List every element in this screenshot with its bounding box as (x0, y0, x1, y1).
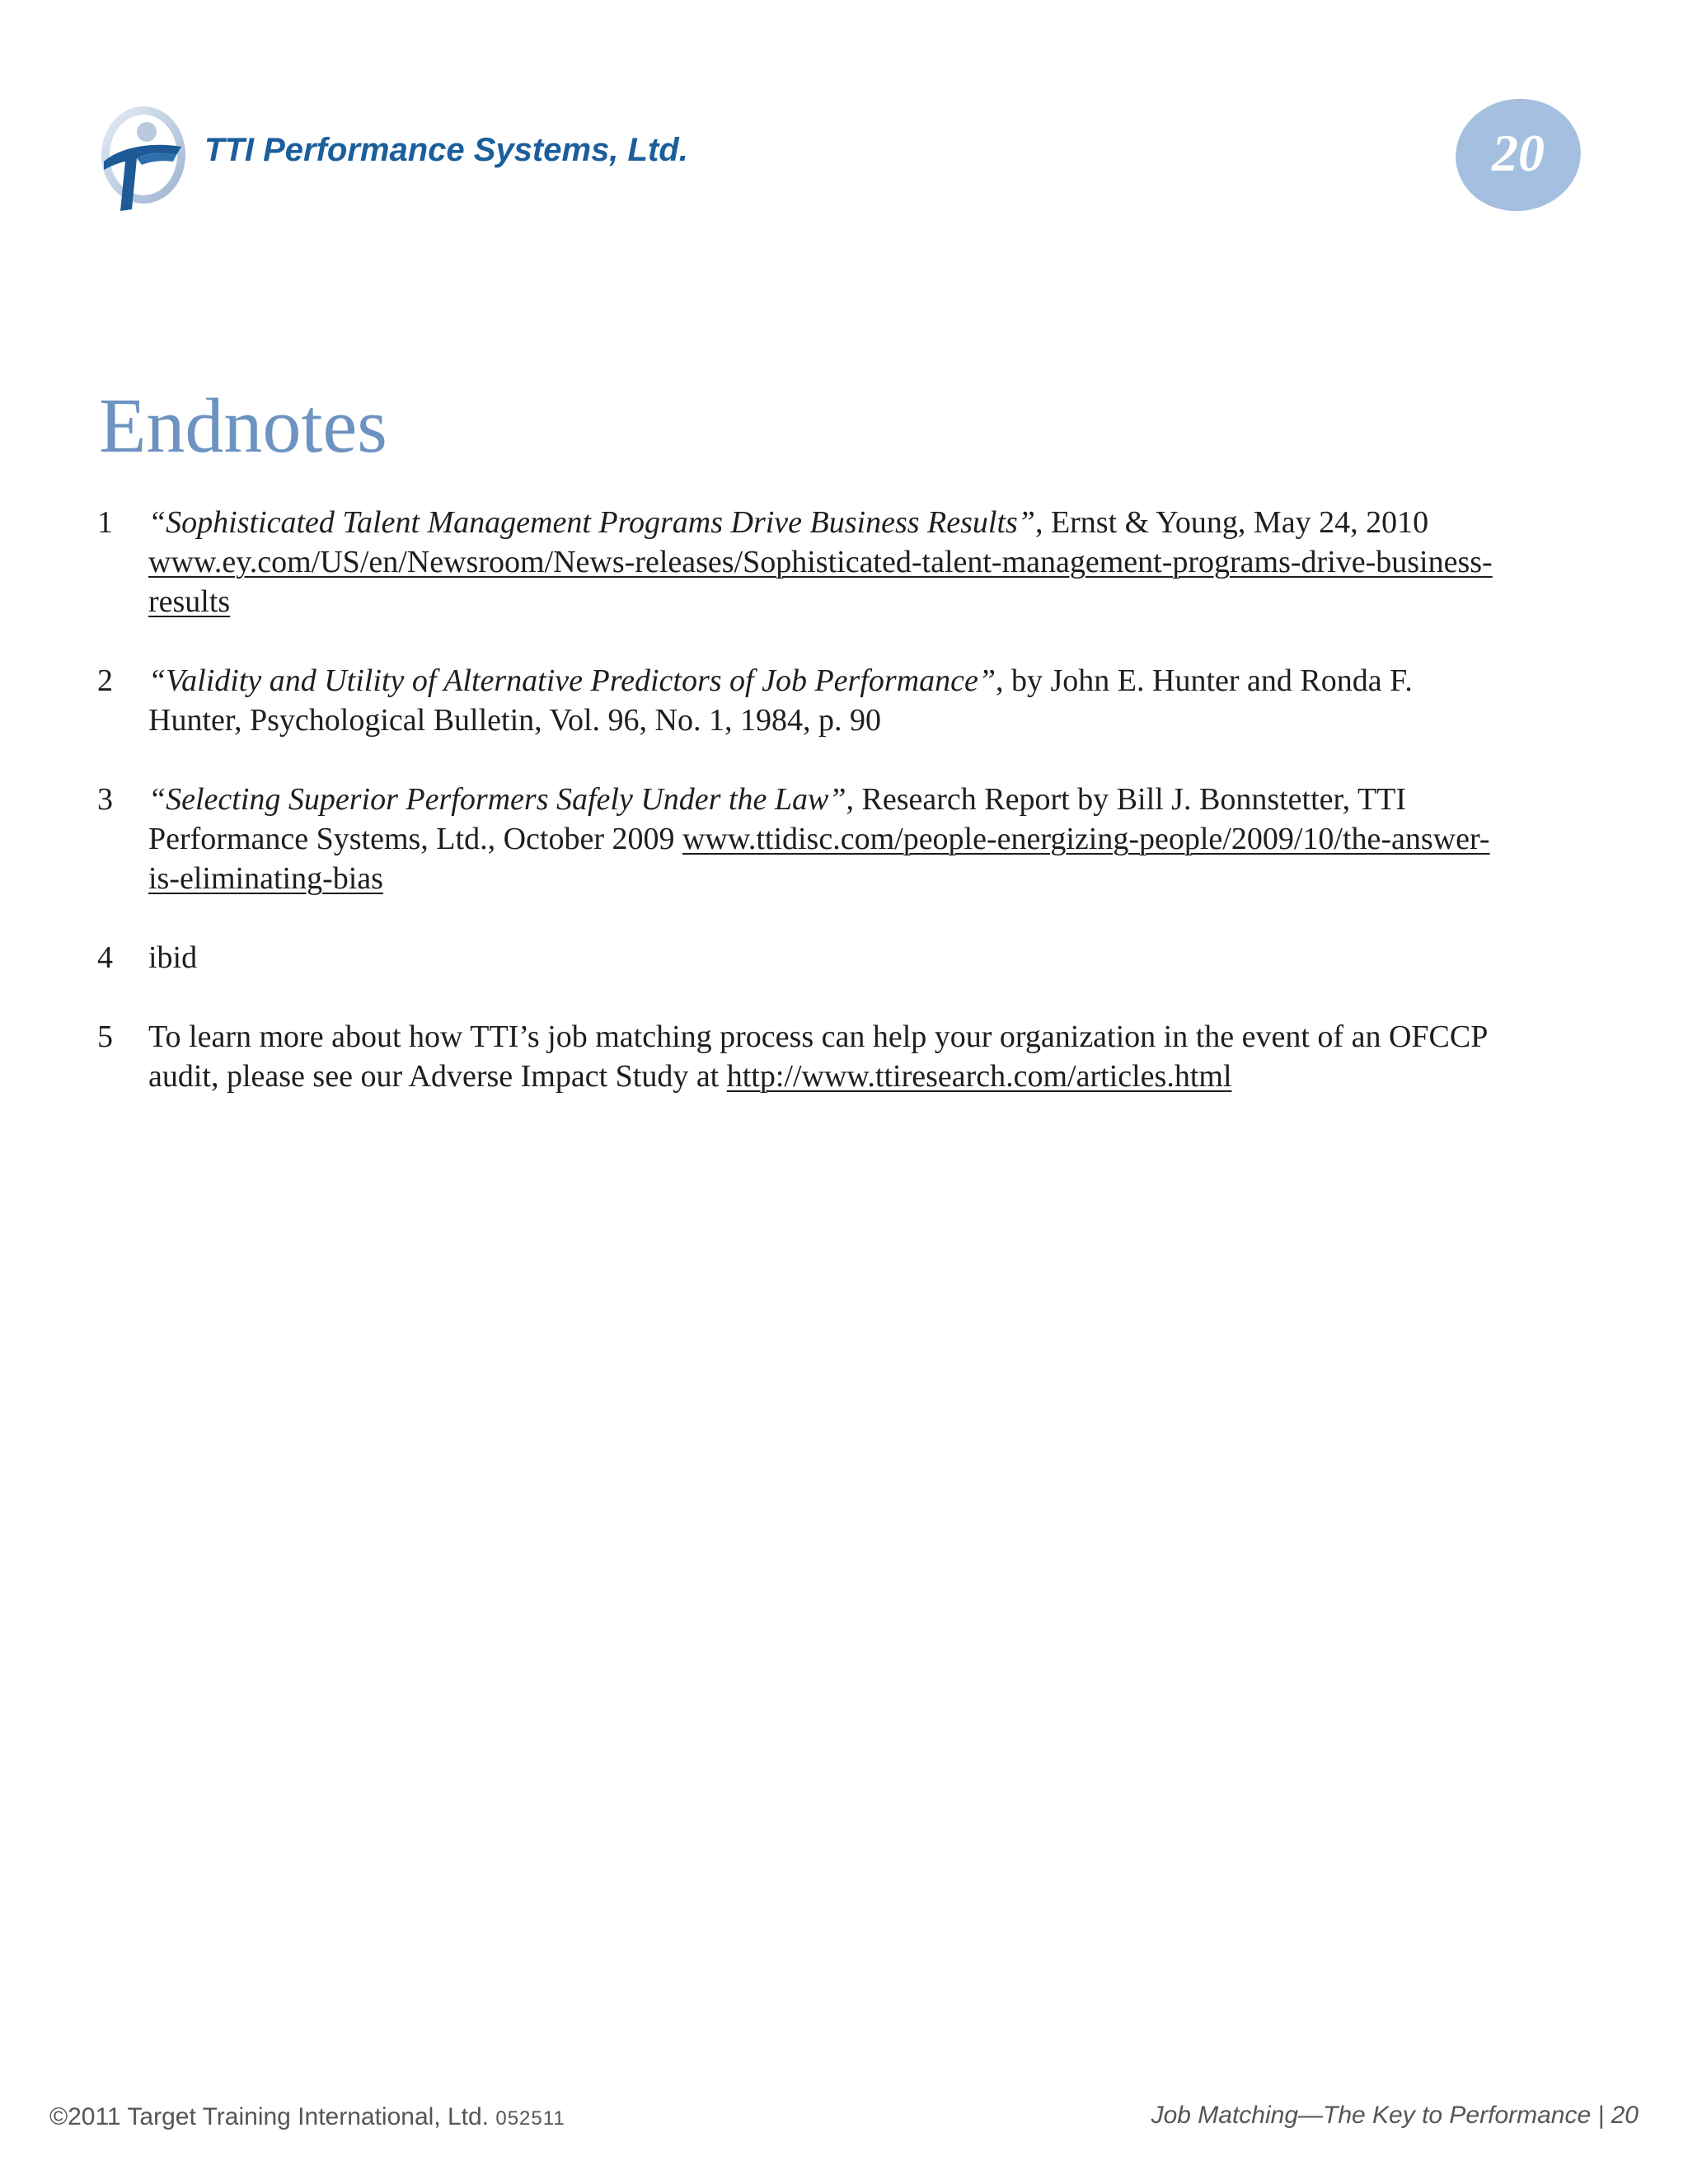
endnotes-list (97, 503, 1498, 1136)
endnote-number: 2 (97, 663, 113, 698)
endnote-number: 5 (97, 1019, 113, 1054)
endnote-text (148, 938, 1498, 977)
endnote-item (97, 661, 1498, 740)
endnote-link[interactable]: www.ttidisc.com/people-energizing-people/2009/10/the-answer-is-eliminating-bias (148, 822, 1490, 896)
endnote-source: To learn more about how TTI’s job matching process can help your organization in the event of an OFCCP audit, please see our Adverse Impact Study at (148, 1019, 1487, 1094)
endnote-item (97, 503, 1498, 621)
tti-logo-icon (96, 104, 186, 219)
endnote-number: 3 (97, 782, 113, 817)
copyright-text: ©2011 Target Training International, Ltd. (49, 2103, 490, 2130)
endnote-item (97, 1017, 1498, 1096)
document-code: 052511 (495, 2107, 565, 2130)
endnote-title: “Validity and Utility of Alternative Predictors of Job Performance” (148, 663, 996, 698)
endnote-source: , Research Report by Bill J. Bonnstetter, TTI Performance Systems, Ltd., October 2009 (148, 782, 1407, 856)
company-name: TTI Performance Systems, Ltd. (204, 132, 688, 168)
endnote-text (148, 661, 1498, 740)
endnote-link[interactable]: http://www.ttiresearch.com/articles.html (726, 1059, 1232, 1094)
page-title: Endnotes (99, 383, 387, 469)
endnote-item (97, 780, 1498, 898)
endnote-source: , by John E. Hunter and Ronda F. Hunter, Psychological Bulletin, Vol. 96, No. 1, 1984, p. 90 (148, 663, 1413, 738)
endnote-title: “Selecting Superior Performers Safely Under the Law” (148, 782, 846, 817)
endnote-number: 4 (97, 940, 113, 975)
endnote-item (97, 938, 1498, 977)
endnote-link[interactable]: www.ey.com/US/en/Newsroom/News-releases/Sophisticated-talent-management-programs-drive-business-results (148, 545, 1493, 619)
endnote-text (148, 1017, 1498, 1096)
footer-copyright (49, 2103, 565, 2131)
endnote-source: ibid (148, 940, 198, 975)
footer-page-info: Job Matching—The Key to Performance | 20 (1151, 2102, 1639, 2129)
endnote-text (148, 780, 1498, 898)
page-number-badge-label: 20 (1492, 124, 1545, 182)
endnote-number: 1 (97, 505, 113, 540)
endnote-source: , Ernst & Young, May 24, 2010 (1034, 505, 1429, 540)
endnote-text (148, 503, 1498, 621)
endnote-title: “Sophisticated Talent Management Programs Drive Business Results” (148, 505, 1035, 540)
